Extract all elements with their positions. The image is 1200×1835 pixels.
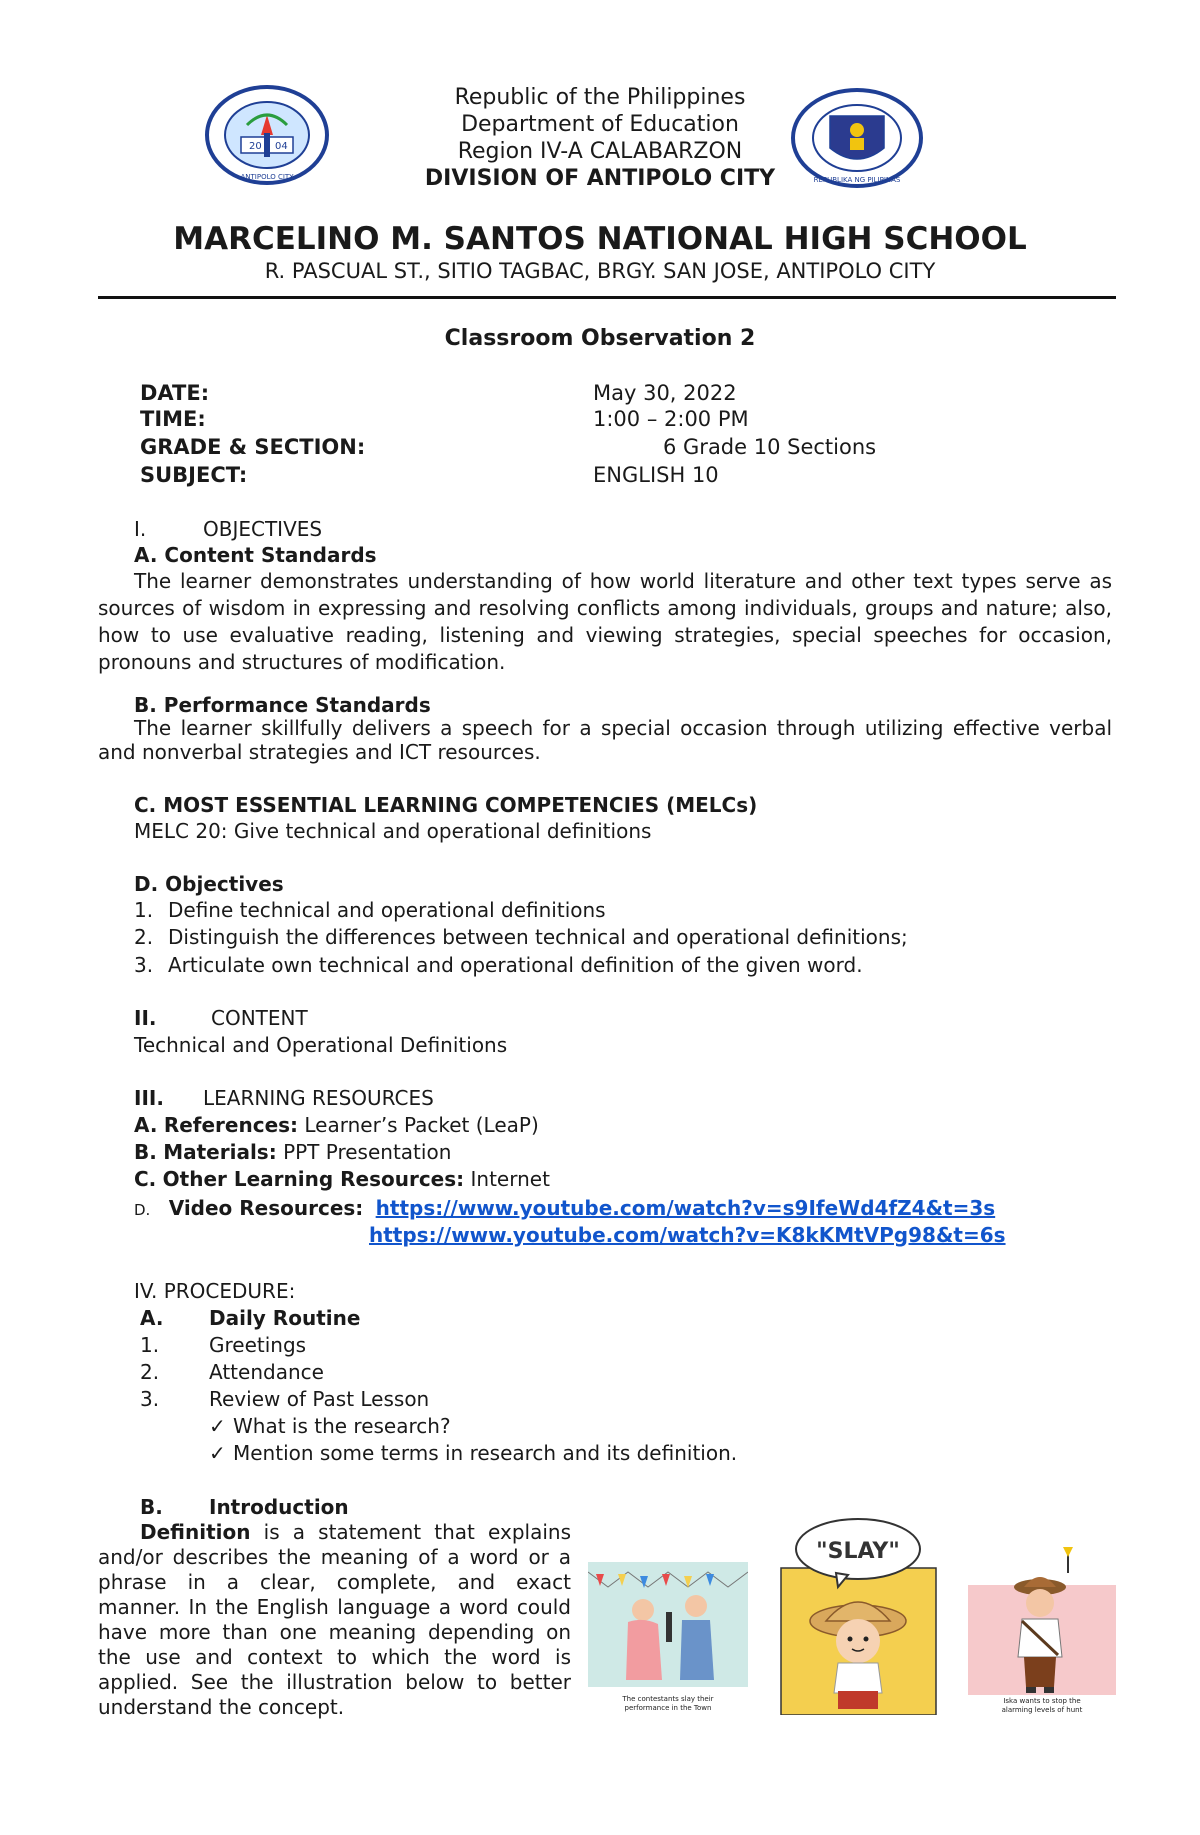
resource-letter: D. xyxy=(134,1201,151,1219)
svg-text:20: 20 xyxy=(249,141,262,152)
grade-label: GRADE & SECTION: xyxy=(140,435,366,459)
date-label: DATE: xyxy=(140,381,210,405)
resource-letter: C. xyxy=(134,1167,157,1191)
resource-references xyxy=(134,1112,539,1139)
school-address: R. PASCUAL ST., SITIO TAGBAC, BRGY. SAN JOSE, ANTIPOLO CITY xyxy=(264,259,936,283)
objective-num: 3. xyxy=(134,953,154,977)
section-heading-objectives: OBJECTIVES xyxy=(203,517,323,541)
objective-item: Articulate own technical and operational definition of the given word. xyxy=(168,953,863,977)
procedure-heading: IV. PROCEDURE: xyxy=(134,1279,296,1303)
performance-standards-text: The learner skillfully delivers a speech for a special occasion through utilizing effective verbal and nonverbal strategies and ICT resources. xyxy=(98,716,1112,764)
objective-item: Distinguish the differences between technical and operational definitions; xyxy=(168,925,908,949)
melcs-heading: C. MOST ESSENTIAL LEARNING COMPETENCIES (MELCs) xyxy=(134,793,758,817)
resource-other xyxy=(134,1166,550,1193)
routine-num: 2. xyxy=(140,1360,160,1384)
objective-num: 1. xyxy=(134,898,154,922)
grade-value: 6 Grade 10 Sections xyxy=(663,435,877,459)
objective-item: Define technical and operational definitions xyxy=(168,898,606,922)
section-heading-content: CONTENT xyxy=(211,1006,308,1030)
illustration-hunter xyxy=(968,1545,1116,1715)
routine-item: Attendance xyxy=(209,1360,324,1384)
review-check-text: What is the research? xyxy=(233,1414,451,1438)
melcs-text: MELC 20: Give technical and operational definitions xyxy=(134,819,652,843)
resource-value: Internet xyxy=(470,1167,550,1191)
section-numeral-content: II. xyxy=(134,1006,157,1030)
section-heading-resources: LEARNING RESOURCES xyxy=(203,1086,434,1110)
content-standards-heading: A. Content Standards xyxy=(134,543,377,567)
caption-singers: The contestants slay their xyxy=(622,1695,714,1703)
resource-value: Learner’s Packet (LeaP) xyxy=(304,1113,539,1137)
introduction-heading: Introduction xyxy=(209,1495,349,1519)
daily-routine-heading: Daily Routine xyxy=(209,1306,361,1330)
header-divider xyxy=(98,296,1116,299)
header-line-republic: Republic of the Philippines xyxy=(454,85,746,110)
d-objectives-heading: D. Objectives xyxy=(134,872,284,896)
daily-routine-letter: A. xyxy=(140,1306,164,1330)
definition-term: Definition xyxy=(140,1520,251,1544)
slay-bubble-text: "SLAY" xyxy=(816,1539,900,1564)
resource-label: Other Learning Resources: xyxy=(162,1167,465,1191)
subject-label: SUBJECT: xyxy=(140,463,248,487)
resource-label: Video Resources: xyxy=(168,1196,364,1220)
resource-materials xyxy=(134,1139,451,1166)
review-check-text: Mention some terms in research and its definition. xyxy=(233,1441,738,1465)
resource-label: References: xyxy=(163,1113,299,1137)
time-value: 1:00 – 2:00 PM xyxy=(593,407,749,431)
header-line-department: Department of Education xyxy=(461,112,739,137)
routine-item: Greetings xyxy=(209,1333,307,1357)
definition-text: is a statement that explains and/or describes the meaning of a word or a phrase in a clear, complete, and exact manner. In the English language a word could have more than one meaning depending on the use and context to which the word is applied. See the illustration below to better understand the concept. xyxy=(98,1520,571,1719)
page-title: Classroom Observation 2 xyxy=(444,326,756,351)
date-value: May 30, 2022 xyxy=(593,381,737,405)
section-numeral-objectives: I. xyxy=(134,517,147,541)
header-line-region: Region IV-A CALABARZON xyxy=(457,139,743,164)
performance-standards-heading: B. Performance Standards xyxy=(134,693,431,717)
routine-num: 3. xyxy=(140,1387,160,1411)
content-text: Technical and Operational Definitions xyxy=(134,1033,508,1057)
review-check-item xyxy=(209,1413,451,1440)
svg-text:alarming levels of hunt: alarming levels of hunt xyxy=(1001,1706,1083,1714)
routine-num: 1. xyxy=(140,1333,160,1357)
resource-value: PPT Presentation xyxy=(283,1140,452,1164)
objective-num: 2. xyxy=(134,925,154,949)
routine-item: Review of Past Lesson xyxy=(209,1387,430,1411)
time-label: TIME: xyxy=(140,407,206,431)
school-name: MARCELINO M. SANTOS NATIONAL HIGH SCHOOL xyxy=(173,221,1027,257)
video-link-2[interactable]: https://www.youtube.com/watch?v=K8kKMtVPg98&t=6s xyxy=(369,1223,1006,1247)
introduction-letter: B. xyxy=(140,1495,163,1519)
content-standards-text: The learner demonstrates understanding of how world literature and other text types serve as sources of wisdom in expressing and resolving conflicts among individuals, groups and nature; also, how to use evaluative reading, listening and viewing strategies, special speeches for occasion, pronouns and structures of modification. xyxy=(98,569,1112,674)
svg-text:ANTIPOLO CITY: ANTIPOLO CITY xyxy=(240,173,294,181)
svg-text:performance in the Town: performance in the Town xyxy=(624,1704,712,1712)
review-check-item xyxy=(209,1440,737,1467)
checkmark-icon: ✓ xyxy=(209,1414,226,1438)
resource-label: Materials: xyxy=(163,1140,277,1164)
introduction-paragraph xyxy=(98,1520,571,1720)
caption-hunter: Iska wants to stop the xyxy=(1003,1697,1081,1705)
illustration-singers xyxy=(588,1562,748,1714)
section-numeral-resources: III. xyxy=(134,1086,164,1110)
resource-letter: B. xyxy=(134,1140,157,1164)
checkmark-icon: ✓ xyxy=(209,1441,226,1465)
header-line-division: DIVISION OF ANTIPOLO CITY xyxy=(424,166,776,191)
svg-text:REPUBLIKA NG PILIPINAS: REPUBLIKA NG PILIPINAS xyxy=(813,176,901,184)
video-link-1[interactable]: https://www.youtube.com/watch?v=s9IfeWd4fZ4&t=3s xyxy=(375,1196,996,1220)
svg-text:04: 04 xyxy=(275,141,288,152)
illustration-slay xyxy=(776,1513,941,1715)
resource-video xyxy=(134,1195,995,1224)
resource-letter: A. xyxy=(134,1113,158,1137)
subject-value: ENGLISH 10 xyxy=(593,463,719,487)
